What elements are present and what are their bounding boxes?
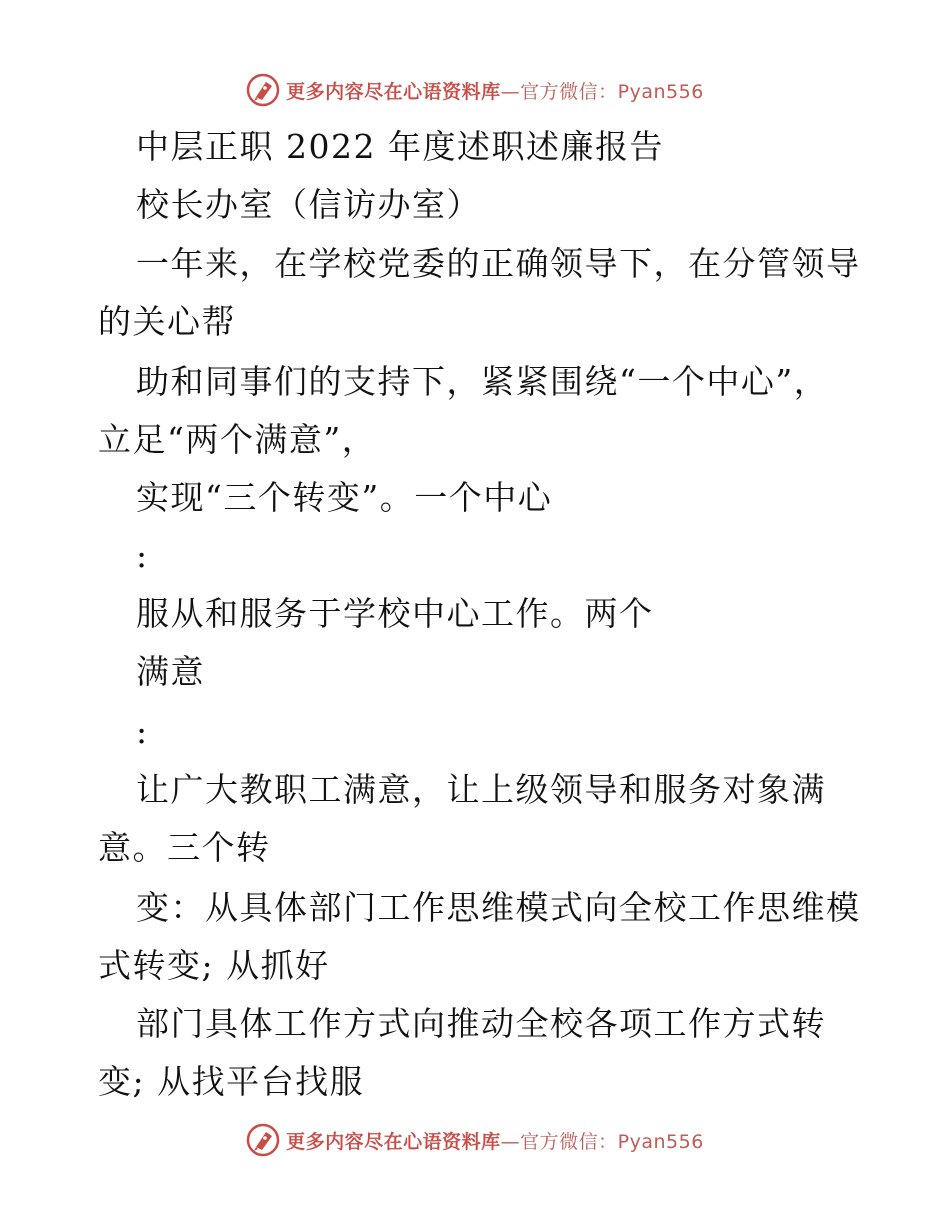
paragraph-line: 的关心帮 — [98, 302, 236, 341]
watermark-banner-bottom — [0, 1120, 950, 1160]
paragraph-line: : — [136, 536, 149, 575]
paragraph-line: 部门具体工作方式向推动全校各项工作方式转 — [136, 1004, 826, 1043]
watermark-text — [286, 1127, 704, 1154]
paragraph-line: 变：从具体部门工作思维模式向全校工作思维模 — [136, 888, 861, 927]
paragraph-line: 立足“两个满意”， — [98, 420, 377, 459]
pen-nib-seal-icon — [246, 1123, 280, 1157]
paragraph-line: 式转变; 从抓好 — [98, 946, 330, 985]
watermark-brand: 更多内容尽在心语资料库 — [286, 80, 501, 103]
paragraph-line: : — [136, 712, 149, 751]
document-title: 中层正职 2022 年度述职述廉报告 — [136, 127, 664, 166]
paragraph-line: 实现“三个转变”。一个中心 — [136, 478, 553, 517]
watermark-brand: 更多内容尽在心语资料库 — [286, 1130, 501, 1153]
paragraph-line: 满意 — [136, 652, 205, 691]
paragraph-line: 一年来，在学校党委的正确领导下，在分管领导 — [136, 244, 861, 283]
watermark-contact: —官方微信：Pyan556 — [500, 1130, 704, 1153]
paragraph-line: 意。三个转 — [98, 828, 271, 867]
paragraph-line: 服从和服务于学校中心工作。两个 — [136, 594, 654, 633]
paragraph-line: 让广大教职工满意，让上级领导和服务对象满 — [136, 770, 826, 809]
watermark-contact: —官方微信：Pyan556 — [500, 80, 704, 103]
paragraph-line: 变; 从找平台找服 — [98, 1062, 365, 1101]
department-line: 校长办室（信访办室） — [136, 185, 481, 224]
paragraph-line: 助和同事们的支持下，紧紧围绕“一个中心”， — [136, 362, 829, 401]
